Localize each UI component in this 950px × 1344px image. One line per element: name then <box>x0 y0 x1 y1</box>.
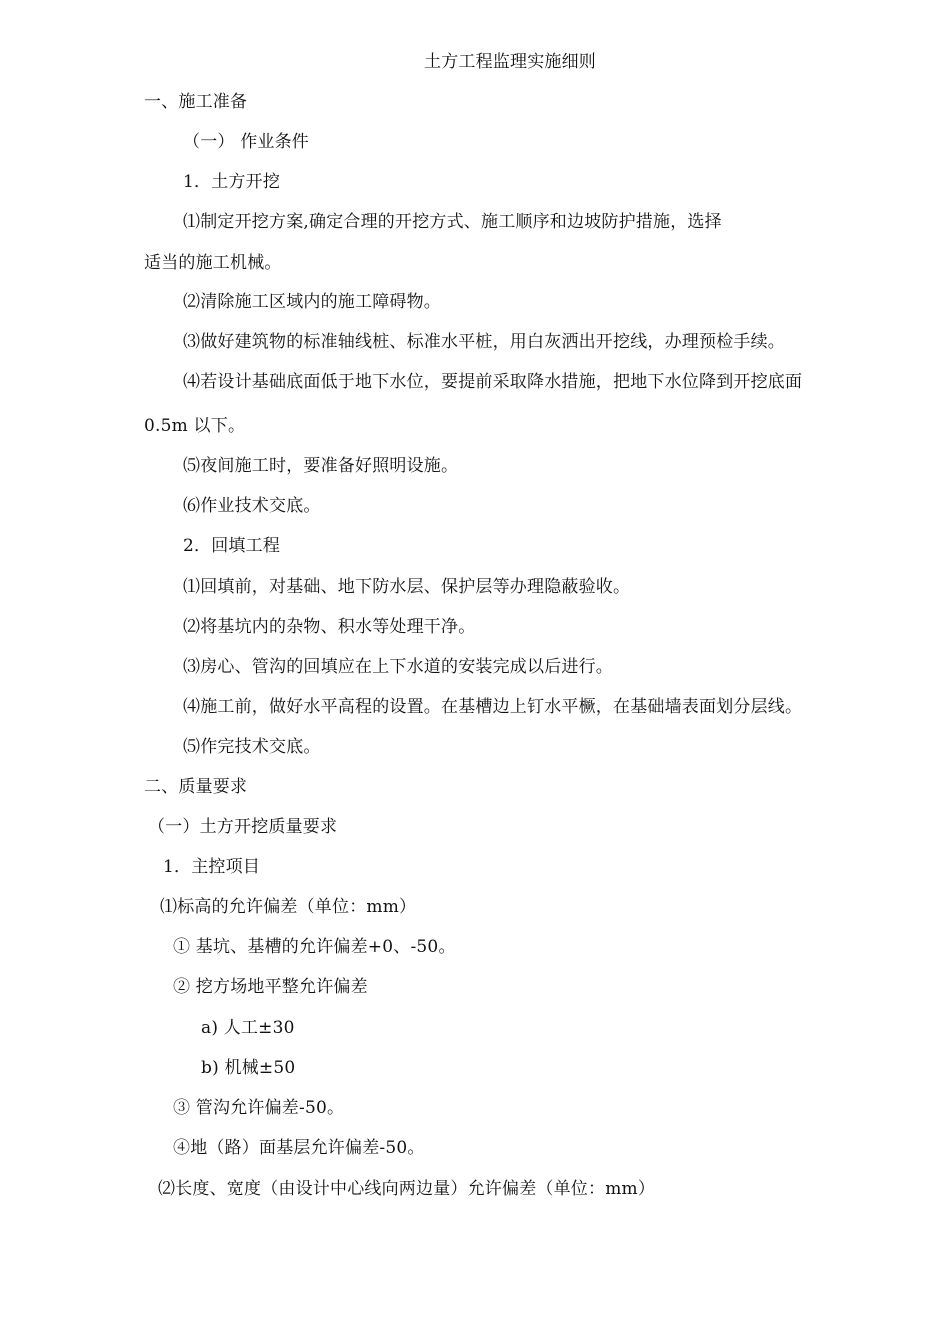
list-item: ③ 管沟允许偏差-50。 <box>173 1098 345 1118</box>
subsection-heading: （一）土方开挖质量要求 <box>148 817 338 837</box>
paragraph-line: ⑸夜间施工时，要准备好照明设施。 <box>183 456 459 476</box>
paragraph-line: ⑶做好建筑物的标准轴线桩、标准水平桩，用白灰洒出开挖线，办理预检手续。 <box>183 332 785 352</box>
item-heading: 2．回填工程 <box>183 536 281 556</box>
paragraph-line: ⑹作业技术交底。 <box>183 496 321 516</box>
list-item: a) 人工±30 <box>201 1018 295 1038</box>
paragraph-line: ⑵长度、宽度（由设计中心线向两边量）允许偏差（单位：mm） <box>158 1179 656 1199</box>
paragraph-line: ⑷施工前，做好水平高程的设置。在基槽边上钉水平橛，在基础墙表面划分层线。 <box>183 697 803 717</box>
list-item: ② 挖方场地平整允许偏差 <box>173 977 368 997</box>
paragraph-line: ⑴制定开挖方案,确定合理的开挖方式、施工顺序和边坡防护措施，选择 <box>183 212 722 232</box>
list-item: ① 基坑、基槽的允许偏差+0、-50。 <box>173 937 456 957</box>
list-item: b) 机械±50 <box>201 1058 296 1078</box>
paragraph-line: 0.5m 以下。 <box>144 416 246 436</box>
paragraph-line: ⑸作完技术交底。 <box>183 737 321 757</box>
paragraph-line: ⑴标高的允许偏差（单位：mm） <box>160 897 417 917</box>
paragraph-line: ⑷若设计基础底面低于地下水位，要提前采取降水措施，把地下水位降到开挖底面 <box>183 372 803 392</box>
paragraph-line: ⑶房心、管沟的回填应在上下水道的安装完成以后进行。 <box>183 657 613 677</box>
section-heading: 一、施工准备 <box>144 92 248 112</box>
item-heading: 1．主控项目 <box>163 857 261 877</box>
paragraph-line: ⑵将基坑内的杂物、积水等处理干净。 <box>183 617 476 637</box>
paragraph-line: 适当的施工机械。 <box>144 253 282 273</box>
document-title: 土方工程监理实施细则 <box>424 52 596 72</box>
item-heading: 1．土方开挖 <box>183 172 281 192</box>
section-heading: 二、质量要求 <box>144 777 248 797</box>
paragraph-line: ⑴回填前，对基础、地下防水层、保护层等办理隐蔽验收。 <box>183 577 631 597</box>
subsection-heading: （一） 作业条件 <box>183 132 310 152</box>
paragraph-line: ⑵清除施工区域内的施工障碍物。 <box>183 292 441 312</box>
list-item: ④地（路）面基层允许偏差-50。 <box>173 1138 425 1158</box>
